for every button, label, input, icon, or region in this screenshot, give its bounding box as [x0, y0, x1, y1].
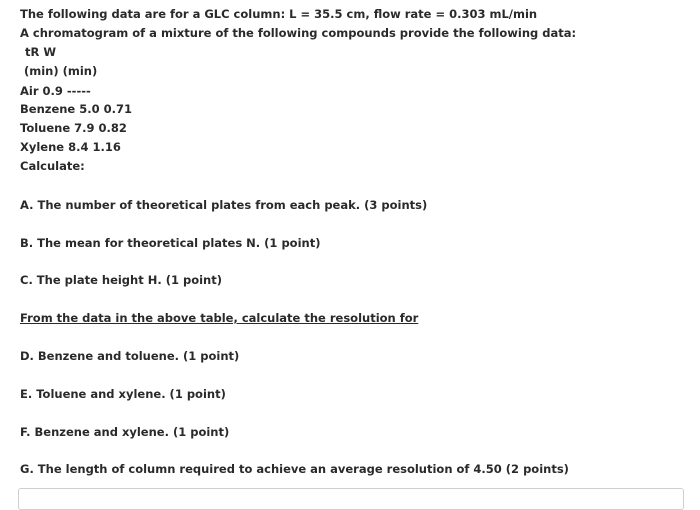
- question-f: F. Benzene and xylene. (1 point): [20, 425, 230, 439]
- chromatogram-intro-line: A chromatogram of a mixture of the following compounds provide the following data:: [20, 26, 577, 40]
- table-row-air: Air 0.9 -----: [20, 84, 91, 98]
- question-e: E. Toluene and xylene. (1 point): [20, 387, 226, 401]
- question-d: D. Benzene and toluene. (1 point): [20, 349, 240, 363]
- table-row-toluene: Toluene 7.9 0.82: [20, 121, 127, 135]
- table-header-columns: tR W: [25, 45, 57, 59]
- question-a: A. The number of theoretical plates from each peak. (3 points): [20, 198, 428, 212]
- table-header-units: (min) (min): [24, 64, 98, 78]
- answer-input-box[interactable]: [18, 488, 684, 510]
- table-row-benzene: Benzene 5.0 0.71: [20, 102, 132, 116]
- table-row-xylene: Xylene 8.4 1.16: [20, 140, 121, 154]
- question-b: B. The mean for theoretical plates N. (1 point): [20, 236, 321, 250]
- column-info-line: The following data are for a GLC column: L = 35.5 cm, flow rate = 0.303 mL/min: [20, 7, 538, 21]
- resolution-heading: From the data in the above table, calculate the resolution for: [20, 311, 419, 325]
- calculate-label: Calculate:: [20, 159, 85, 173]
- question-c: C. The plate height H. (1 point): [20, 273, 223, 287]
- question-g: G. The length of column required to achieve an average resolution of 4.50 (2 points): [20, 462, 569, 476]
